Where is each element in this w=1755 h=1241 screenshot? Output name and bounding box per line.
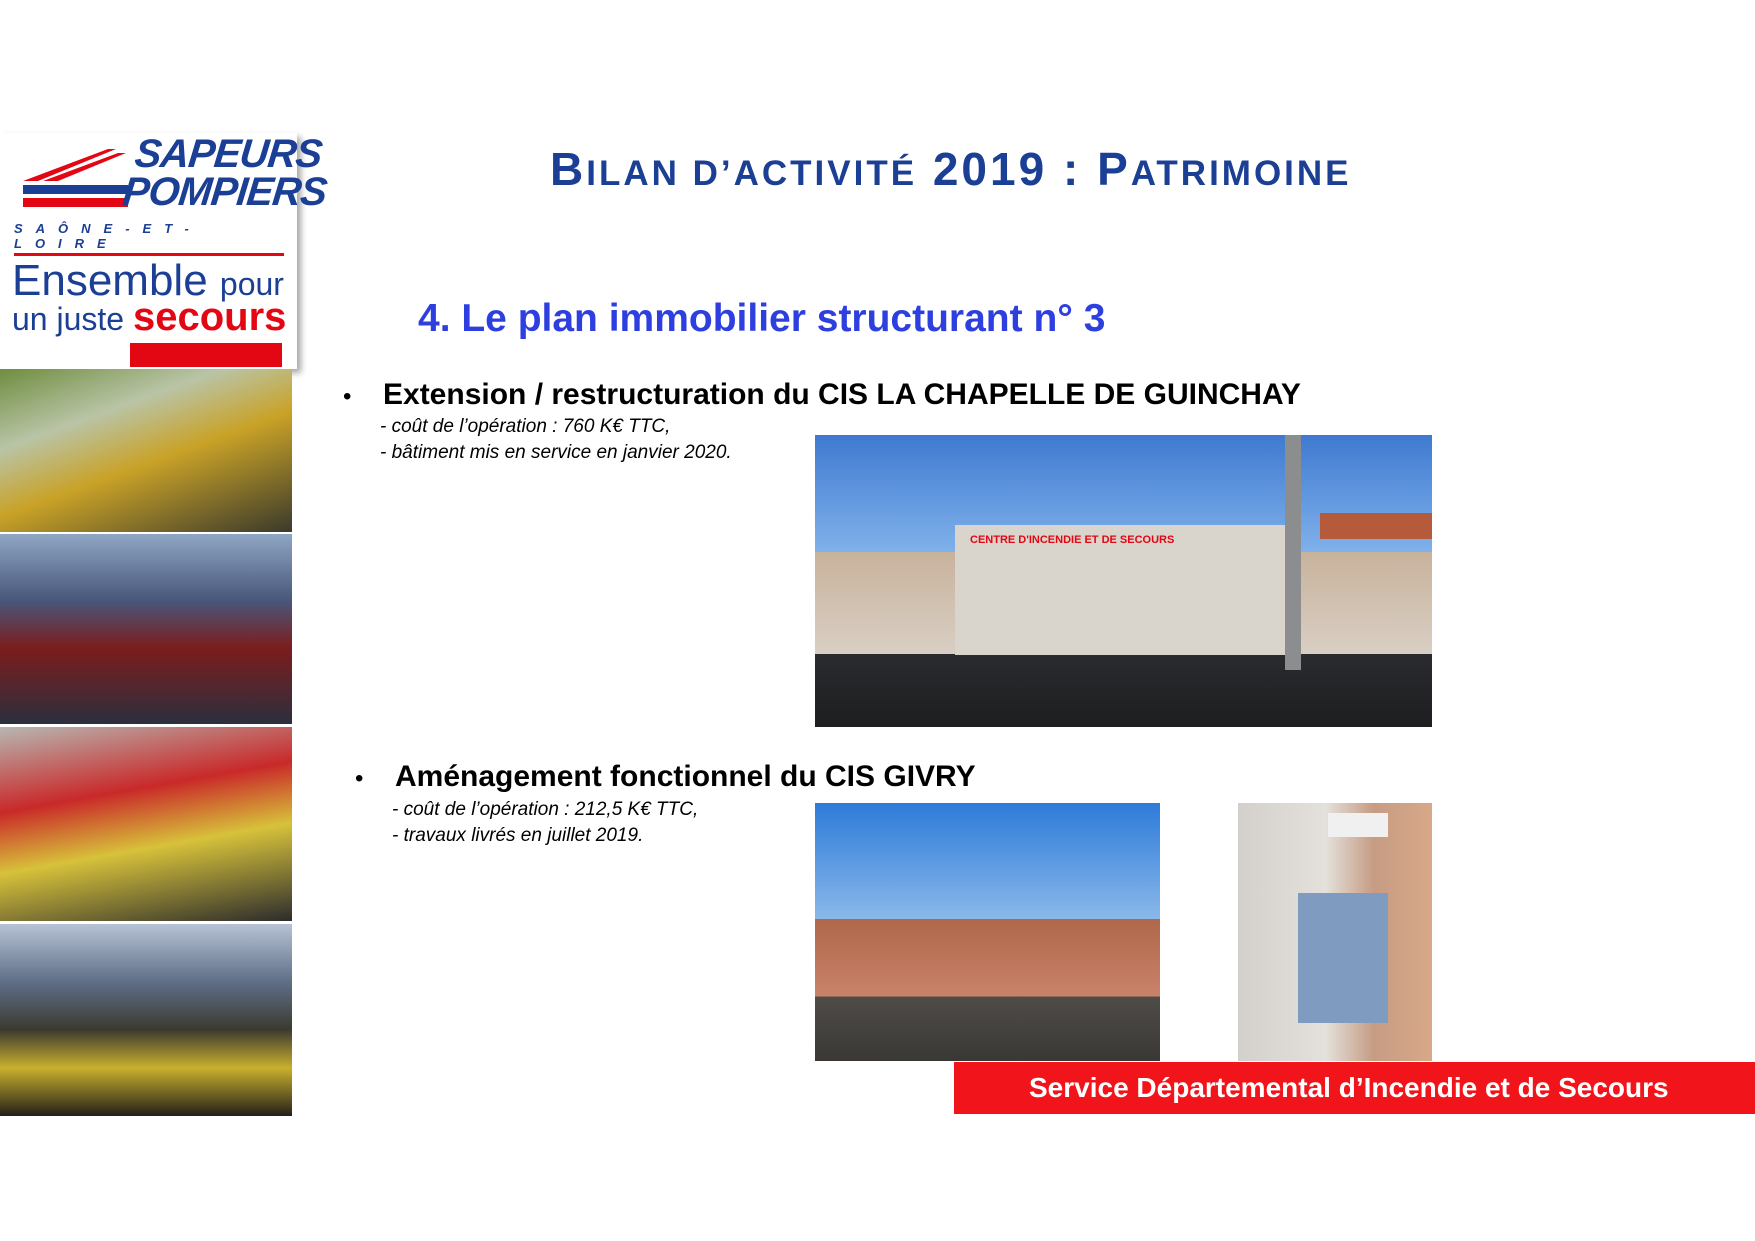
air-unit	[1328, 813, 1388, 837]
cis-givry-exterior-photo	[815, 803, 1160, 1061]
tower-pole	[1285, 435, 1301, 670]
logo-brand: SAPEURS POMPIERS	[120, 132, 329, 214]
section-2-cost: - coût de l’opération : 212,5 K€ TTC,	[392, 799, 699, 820]
building-roof	[1320, 513, 1432, 539]
interior-doors	[1298, 893, 1388, 1023]
cis-la-chapelle-photo	[815, 435, 1432, 727]
wildfire-photo	[0, 924, 292, 1116]
section-subtitle: 4. Le plan immobilier structurant n° 3	[418, 297, 1106, 340]
building-sign: CENTRE D'INCENDIE ET DE SECOURS	[970, 534, 1175, 546]
logo-red-bar	[130, 343, 282, 367]
firefighters-photo-1	[0, 369, 292, 532]
bullet-1: •	[343, 383, 352, 410]
sdis-logo	[0, 132, 329, 369]
section-1-date: - bâtiment mis en service en janvier 2020.	[380, 442, 732, 463]
flame-stripes-icon	[18, 139, 130, 215]
section-1-details	[380, 414, 732, 466]
logo-region: SAÔNE-ET-LOIRE	[14, 221, 202, 251]
cis-givry-interior-photo	[1238, 803, 1432, 1061]
section-2-date: - travaux livrés en juillet 2019.	[392, 825, 644, 846]
bullet-2: •	[355, 765, 364, 792]
logo-slogan-line2: un juste secours	[12, 295, 287, 339]
fire-truck-photo	[0, 534, 292, 724]
section-1-heading: Extension / restructuration du CIS LA CHAPELLE DE GUINCHAY	[383, 378, 1301, 411]
section-2-details	[392, 797, 698, 849]
logo-slogan-line1: Ensemble pour	[12, 256, 284, 305]
ambulance-rescue-photo	[0, 727, 292, 921]
footer-banner: Service Départemental d’Incendie et de Secours	[954, 1062, 1755, 1114]
section-2-heading: Aménagement fonctionnel du CIS GIVRY	[395, 760, 976, 793]
page-title: BILAN D’ACTIVITÉ 2019 : PATRIMOINE	[550, 143, 1352, 195]
section-1-cost: - coût de l’opération : 760 K€ TTC,	[380, 416, 671, 437]
